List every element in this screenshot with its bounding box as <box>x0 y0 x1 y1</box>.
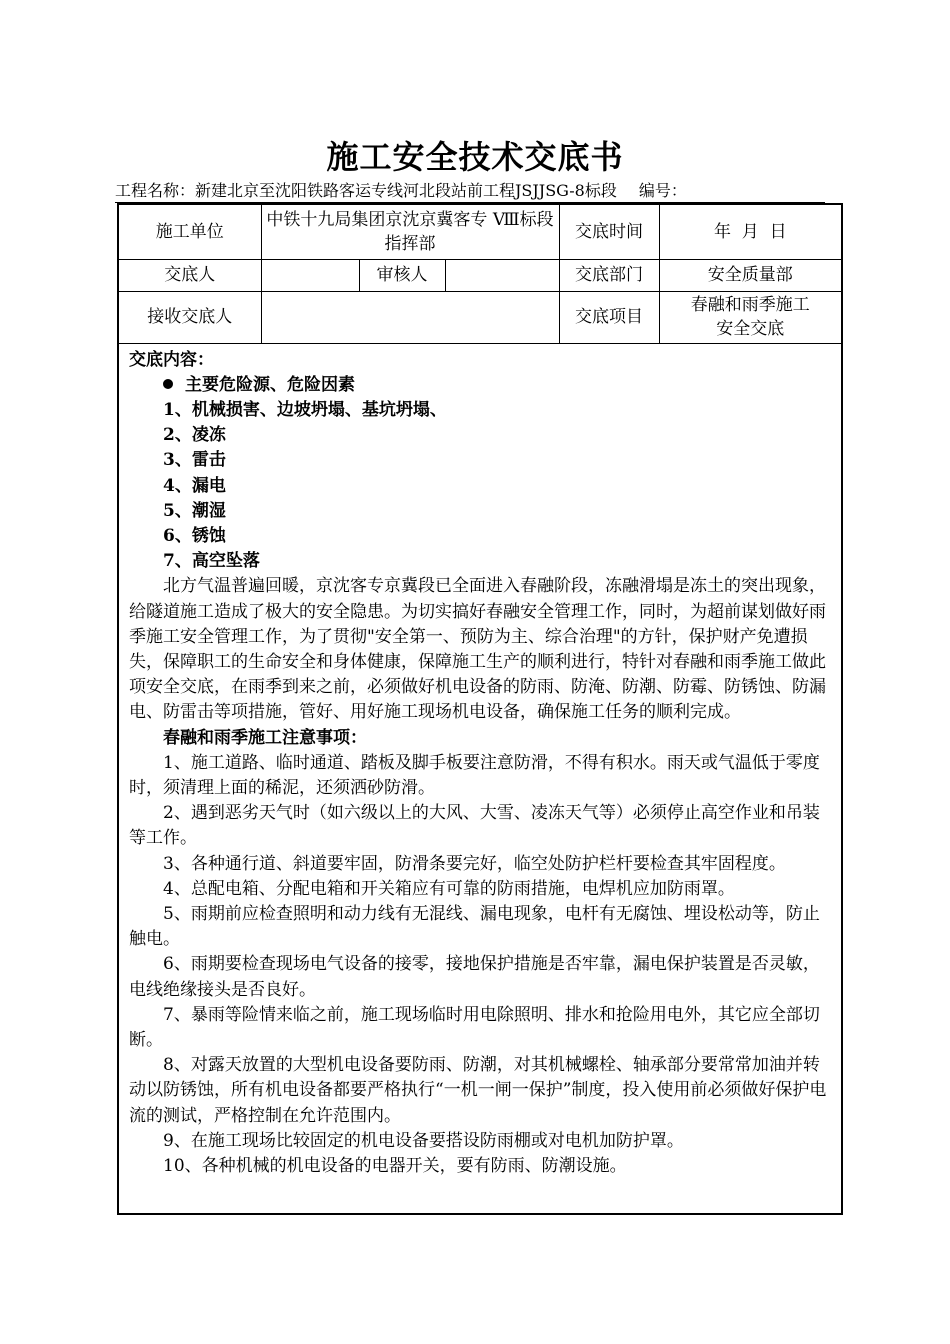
header-table <box>119 205 841 344</box>
note-item: 3、各种通行道、斜道要牢固，防滑条要完好，临空处防护栏杆要检查其牢固程度。 <box>163 853 786 874</box>
hazard-title-row <box>129 373 831 398</box>
reviewer-value <box>445 259 559 291</box>
notes-title: 春融和雨季施工注意事项： <box>163 727 367 748</box>
disclosure-content <box>119 344 841 1180</box>
document-title: 施工安全技术交底书 <box>326 138 624 176</box>
unit-label: 施工单位 <box>119 205 261 259</box>
note-item: 7、暴雨等险情来临之前，施工现场临时用电除照明、排水和抢险用电外，其它应全部切断。 <box>129 1004 820 1050</box>
hazard-item: 6、锈蚀 <box>163 525 226 546</box>
note-item: 2、遇到恶劣天气时（如六级以上的大风、大雪、凌冻天气等）必须停止高空作业和吊装等工作。 <box>129 803 820 849</box>
receiver-label: 接收交底人 <box>119 291 261 343</box>
hazard-item: 2、凌冻 <box>163 425 226 446</box>
hazard-item: 4、漏电 <box>163 475 226 496</box>
reviewer-label: 审核人 <box>359 259 445 291</box>
hazard-item: 5、潮湿 <box>163 500 226 521</box>
note-item: 4、总配电箱、分配电箱和开关箱应有可靠的防雨措施，电焊机应加防雨罩。 <box>163 878 735 899</box>
note-item: 9、在施工现场比较固定的机电设备要搭设防雨棚或对电机加防护罩。 <box>163 1130 684 1151</box>
project-line <box>115 180 825 203</box>
bullet-icon <box>163 379 173 389</box>
intro-paragraph: 北方气温普遍回暖，京沈客专京冀段已全面进入春融阶段，冻融滑塌是冻土的突出现象，给隧道施工造成了极大的安全隐患。为切实搞好春融安全管理工作，同时，为超前谋划做好雨季施工安全管理工作，为了贯彻"安全第一、预防为主、综合治理"的方针，保护财产免遭损失，保障职工的生命安全和身体健康，保障施工生产的顺利进行，特针对春融和雨季施工做此项安全交底，在雨季到来之前，必须做好机电设备的防雨、防淹、防潮、防霉、防锈蚀、防漏电、防雷击等项措施，管好、用好施工现场机电设备，确保施工任务的顺利完成。 <box>129 576 826 723</box>
content-heading: 交底内容： <box>129 349 214 370</box>
note-item: 1、施工道路、临时通道、踏板及脚手板要注意防滑，不得有积水。雨天或气温低于零度时，须清理上面的稀泥，还须洒砂防滑。 <box>129 752 820 798</box>
hazard-item: 3、雷击 <box>163 450 226 471</box>
number-label: 编号： <box>638 181 687 200</box>
time-label: 交底时间 <box>559 205 659 259</box>
receiver-value <box>261 291 559 343</box>
note-item: 8、对露天放置的大型机电设备要防雨、防潮，对其机械螺栓、轴承部分要常常加油并转动以防锈蚀，所有机电设备都要严格执行“一机一闸一保护”制度，投入使用前必须做好保护电流的测试，严格控制在允许范围内。 <box>129 1055 827 1126</box>
dept-value: 安全质量部 <box>659 259 841 291</box>
disclosure-form <box>117 203 843 1215</box>
note-item: 10、各种机械的机电设备的电器开关，要有防雨、防潮设施。 <box>163 1156 627 1176</box>
item-value: 春融和雨季施工安全交底 <box>659 291 841 343</box>
note-item: 5、雨期前应检查照明和动力线有无混线、漏电现象，电杆有无腐蚀、埋设松动等，防止触电。 <box>129 903 820 950</box>
hazard-title: 主要危险源、危险因素 <box>185 374 355 395</box>
person-value <box>261 259 359 291</box>
note-item: 6、雨期要检查现场电气设备的接零，接地保护措施是否牢靠，漏电保护装置是否灵敏，电线绝缘接头是否良好。 <box>129 954 820 1000</box>
hazard-item: 7、高空坠落 <box>163 551 260 572</box>
item-label: 交底项目 <box>559 291 659 343</box>
dept-label: 交底部门 <box>559 259 659 291</box>
project-name: 工程名称：新建北京至沈阳铁路客运专线河北段站前工程JSJJSG-8标段 <box>115 181 617 200</box>
unit-value: 中铁十九局集团京沈京冀客专 Ⅷ标段指挥部 <box>261 205 559 259</box>
hazard-item: 1、机械损害、边坡坍塌、基坑坍塌、 <box>163 399 447 420</box>
time-value: 年 月 日 <box>659 205 841 259</box>
person-label: 交底人 <box>119 259 261 291</box>
